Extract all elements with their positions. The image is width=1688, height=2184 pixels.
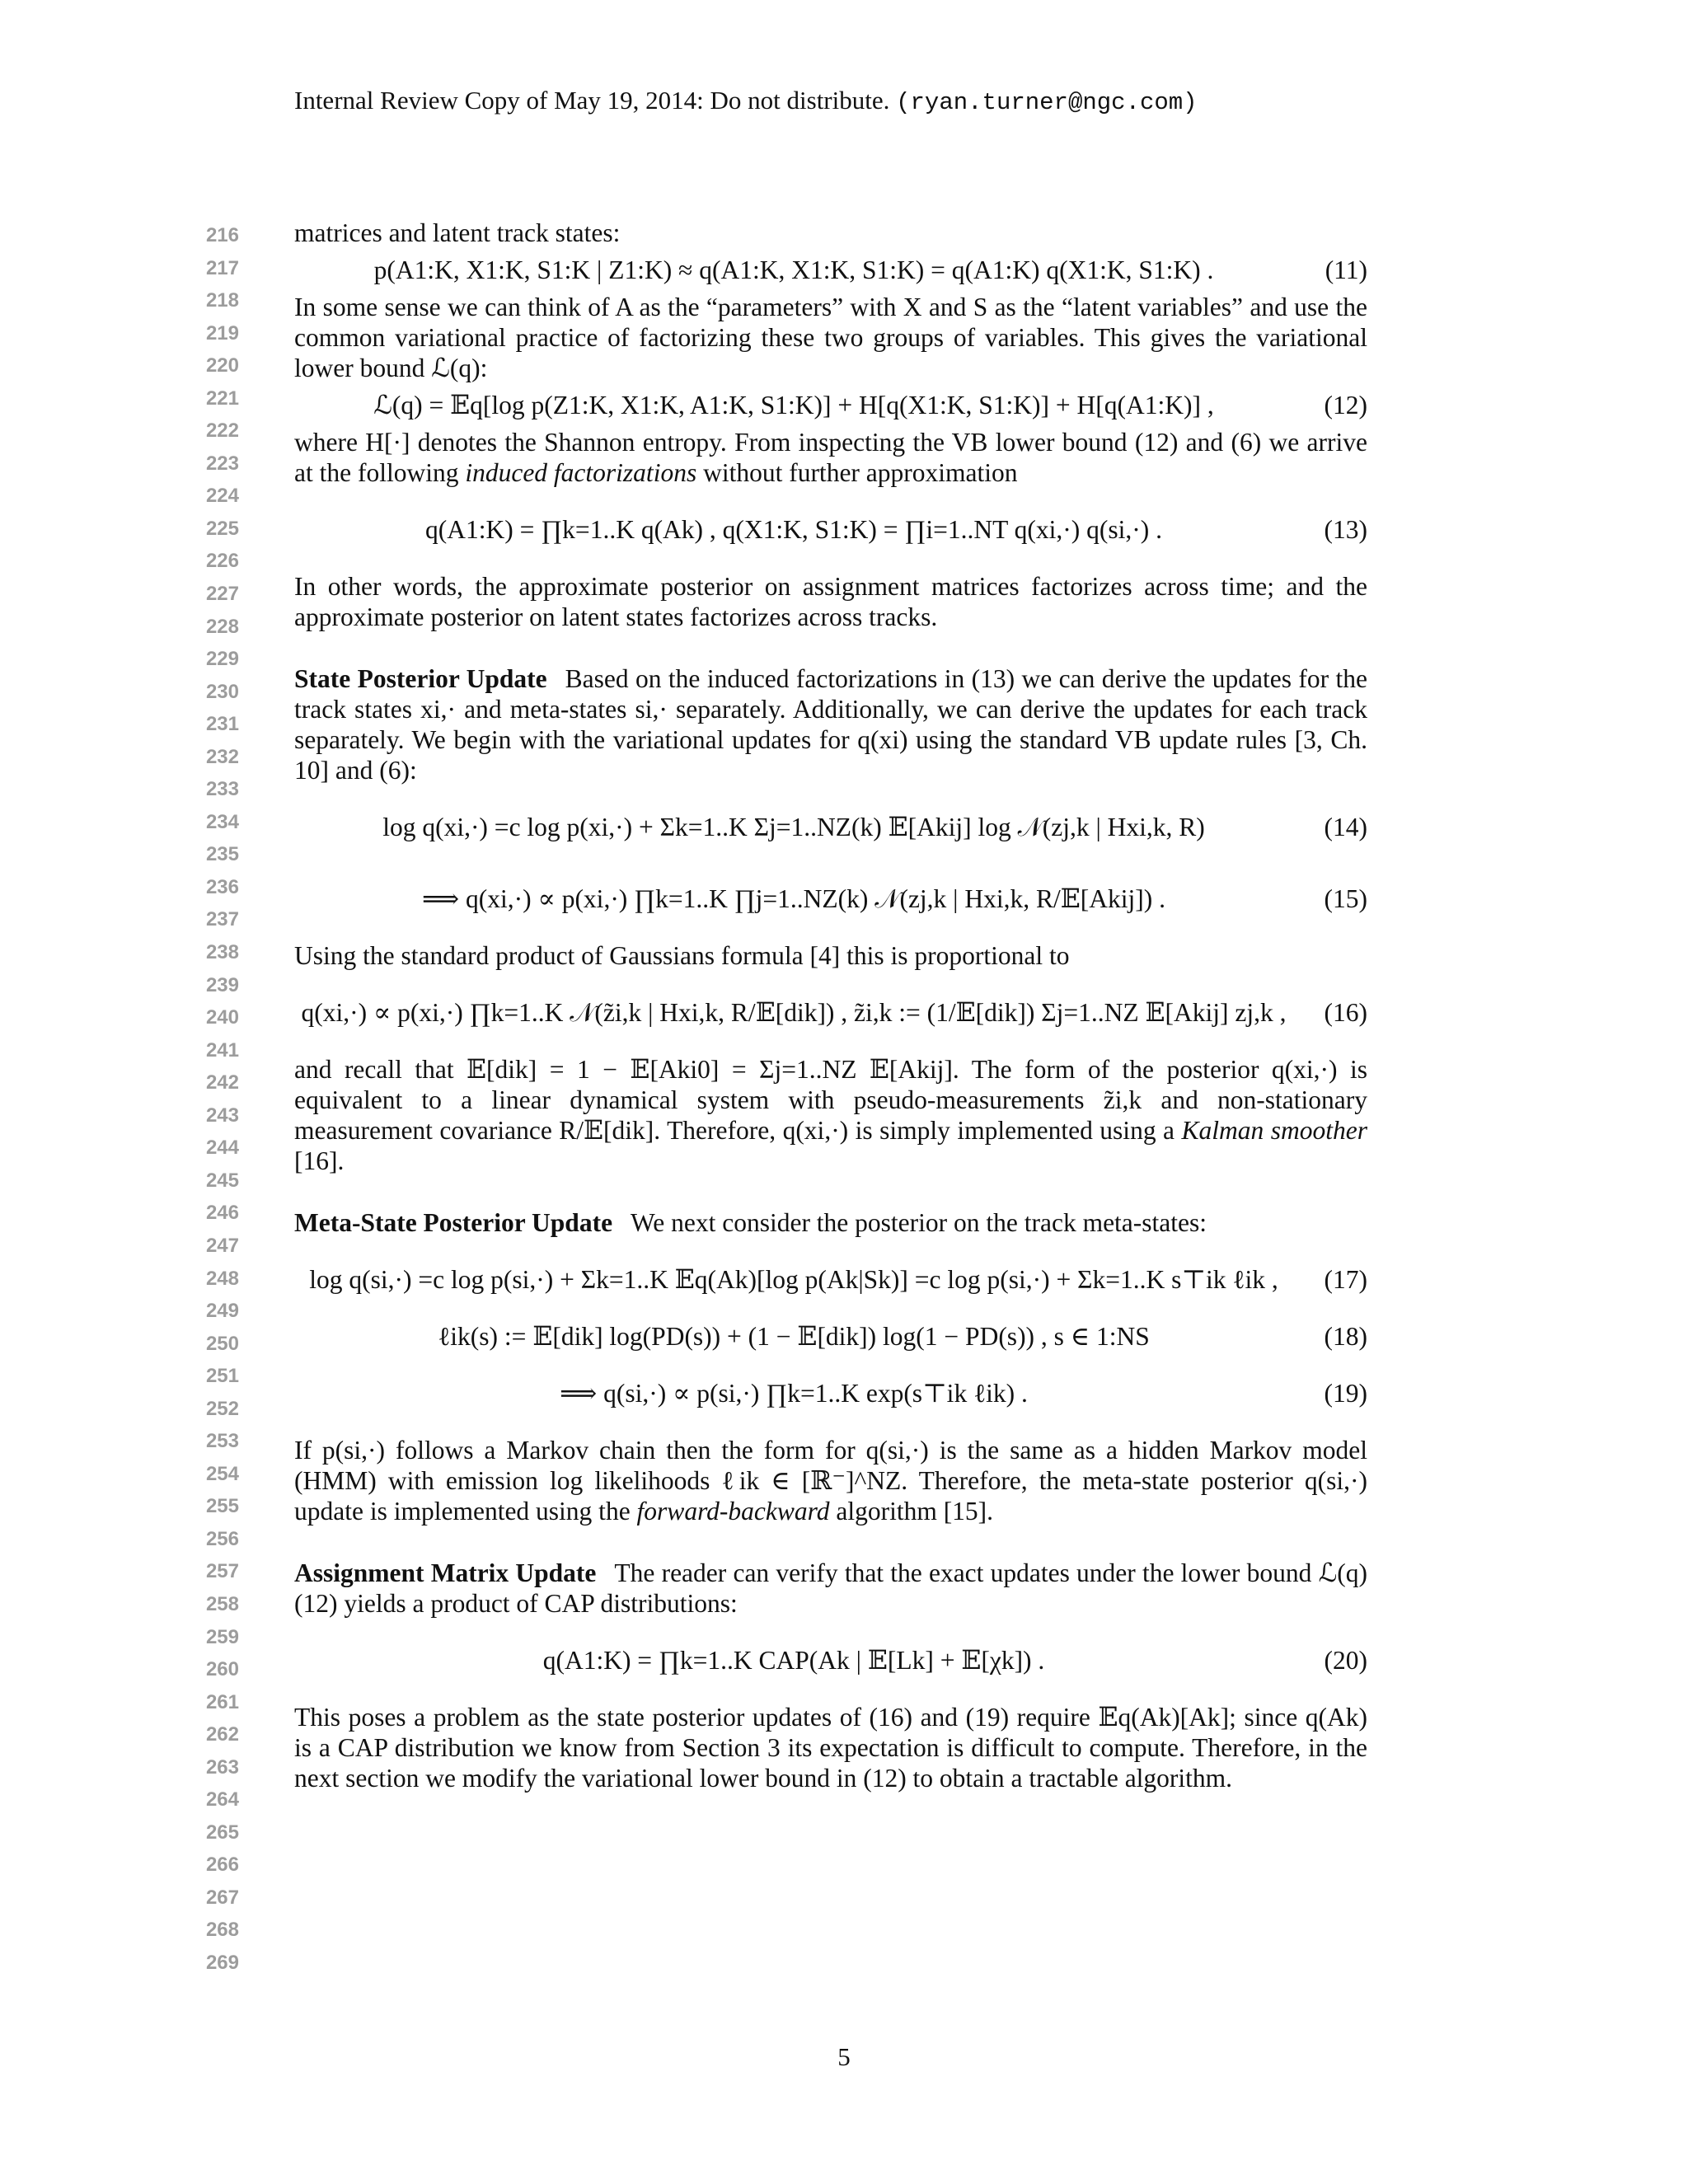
- text-run: We next consider the posterior on the track meta-states:: [631, 1208, 1207, 1237]
- equation-math: q(A1:K) = ∏k=1..K CAP(Ak | 𝔼[Lk] + 𝔼[χk]) .: [542, 1646, 1045, 1675]
- line-number: 264: [205, 1788, 239, 1811]
- line-number: 217: [205, 256, 239, 279]
- line-number: 227: [205, 583, 239, 606]
- equation-20: [294, 1630, 1367, 1690]
- paragraph: [294, 1435, 1367, 1526]
- page-number: 5: [837, 2042, 851, 2071]
- line-number: 265: [205, 1821, 239, 1844]
- line-number: 224: [205, 485, 239, 508]
- line-number: 235: [205, 843, 239, 866]
- line-number: 253: [205, 1430, 239, 1453]
- equation-number: (20): [1324, 1646, 1367, 1675]
- line-number: 236: [205, 875, 239, 898]
- text-run: where H[·] denotes the Shannon entropy. From inspecting the VB lower bound (12) and (6) we arrive at the following: [294, 428, 1367, 487]
- header-email: (ryan.turner@ngc.com): [896, 89, 1198, 116]
- line-number: 246: [205, 1202, 239, 1225]
- paragraph: In some sense we can think of A as the “parameters” with X and S as the “latent variables” and use the common variational practice of factorizing these two groups of variables. This gives the variational lower bound ℒ(q):: [294, 293, 1367, 382]
- line-number: 240: [205, 1006, 239, 1029]
- line-number: 249: [205, 1300, 239, 1323]
- equation-number: (14): [1324, 813, 1367, 841]
- line-number: 220: [205, 354, 239, 377]
- equation-math: log q(si,·) =c log p(si,·) + Σk=1..K 𝔼q(Ak)[log p(Ak|Sk)] =c log p(si,·) + Σk=1..K s⊤ik ℓik ,: [309, 1265, 1278, 1294]
- line-number: 263: [205, 1755, 239, 1779]
- line-number: 259: [205, 1625, 239, 1648]
- equation-16: [294, 982, 1367, 1043]
- line-number: 257: [205, 1560, 239, 1583]
- equation-math: ⟹ q(xi,·) ∝ p(xi,·) ∏k=1..K ∏j=1..NZ(k) 𝒩(zj,k | Hxi,k, R/𝔼[Akij]) .: [422, 884, 1165, 913]
- equation-12: [294, 390, 1367, 420]
- line-number: 256: [205, 1527, 239, 1550]
- paragraph: [294, 427, 1367, 488]
- text-run: and recall that 𝔼[dik] = 1 − 𝔼[Aki0] = Σj=1..NZ 𝔼[Akij]. The form of the posterior q(xi,·) is equivalent to a linear dynamical system with pseudo-measurements z̃i,k and non-stationary measurement covariance R/𝔼[dik]. Therefore, q(xi,·) is simply implemented using a: [294, 1055, 1367, 1145]
- line-number: 243: [205, 1104, 239, 1127]
- line-number: 267: [205, 1886, 239, 1909]
- line-number: 221: [205, 387, 239, 410]
- line-number: 226: [205, 550, 239, 573]
- equation-number: (18): [1324, 1322, 1367, 1351]
- section-heading: Assignment Matrix Update: [294, 1558, 597, 1587]
- equation-18: [294, 1321, 1367, 1352]
- equation-math: log q(xi,·) =c log p(xi,·) + Σk=1..K Σj=1..NZ(k) 𝔼[Akij] log 𝒩(zj,k | Hxi,k, R): [382, 813, 1205, 841]
- emphasis: forward-backward: [636, 1497, 830, 1526]
- line-number: 262: [205, 1723, 239, 1746]
- line-number: 252: [205, 1397, 239, 1420]
- line-numbers: [196, 219, 239, 1980]
- equation-math: ℓik(s) := 𝔼[dik] log(PD(s)) + (1 − 𝔼[dik]) log(1 − PD(s)) , s ∈ 1:NS: [438, 1322, 1150, 1351]
- equation-number: (11): [1325, 255, 1367, 284]
- paragraph: [294, 1054, 1367, 1176]
- equation-number: (13): [1324, 515, 1367, 544]
- paragraph: [294, 1558, 1367, 1619]
- line-number: 229: [205, 648, 239, 671]
- page-body: [294, 218, 1367, 1793]
- equation-math: q(xi,·) ∝ p(xi,·) ∏k=1..K 𝒩(z̃i,k | Hxi,k, R/𝔼[dik]) , z̃i,k := (1/𝔼[dik]) Σj=1..NZ 𝔼[Akij] zj,k ,: [301, 998, 1287, 1027]
- paragraph: In other words, the approximate posterior on assignment matrices factorizes across time; and the approximate posterior on latent states factorizes across tracks.: [294, 572, 1367, 631]
- line-number: 251: [205, 1365, 239, 1388]
- line-number: 247: [205, 1234, 239, 1257]
- text-run: algorithm [15].: [829, 1497, 994, 1526]
- equation-11: [294, 255, 1367, 285]
- line-number: 241: [205, 1038, 239, 1062]
- line-number: 266: [205, 1854, 239, 1877]
- line-number: 232: [205, 745, 239, 768]
- line-number: 219: [205, 321, 239, 344]
- line-number: 230: [205, 680, 239, 703]
- line-number: 250: [205, 1332, 239, 1355]
- line-number: 225: [205, 517, 239, 540]
- line-number: 218: [205, 289, 239, 312]
- text-run: without further approximation: [696, 458, 1018, 487]
- equation-14: [294, 797, 1367, 857]
- line-number: 261: [205, 1690, 239, 1713]
- line-number: 242: [205, 1071, 239, 1094]
- equation-19: [294, 1363, 1367, 1423]
- text-run: Based on the induced factorizations in (13) we can derive the updates for the track states xi,· and meta-states si,· separately. Additionally, we can derive the updates for each track separately. We begin with the variational updates for q(xi) using the standard VB update rules [3, Ch. 10] and (6):: [294, 664, 1367, 785]
- line-number: 216: [205, 224, 239, 246]
- text-run: [16].: [294, 1146, 345, 1175]
- section-heading: Meta-State Posterior Update: [294, 1208, 613, 1237]
- line-number: 245: [205, 1169, 239, 1192]
- equation-number: (12): [1324, 391, 1367, 419]
- line-number: 223: [205, 452, 239, 475]
- running-header: [294, 86, 1407, 118]
- line-number: 234: [205, 810, 239, 833]
- line-number: 237: [205, 908, 239, 931]
- equation-math: q(A1:K) = ∏k=1..K q(Ak) , q(X1:K, S1:K) = ∏i=1..NT q(xi,·) q(si,·) .: [425, 515, 1162, 544]
- equation-13: [294, 499, 1367, 560]
- header-text: Internal Review Copy of May 19, 2014: Do not distribute.: [294, 86, 890, 115]
- line-number: 244: [205, 1137, 239, 1160]
- emphasis: induced factorizations: [465, 458, 697, 487]
- paragraph: [294, 663, 1367, 785]
- paragraph: [294, 1207, 1367, 1238]
- equation-math: p(A1:K, X1:K, S1:K | Z1:K) ≈ q(A1:K, X1:K, S1:K) = q(A1:K) q(X1:K, S1:K) .: [373, 255, 1214, 284]
- line-number: 268: [205, 1919, 239, 1942]
- equation-number: (19): [1324, 1379, 1367, 1408]
- line-number: 238: [205, 941, 239, 964]
- line-number: 231: [205, 713, 239, 736]
- section-heading: State Posterior Update: [294, 664, 547, 693]
- line-number: 269: [205, 1951, 239, 1974]
- equation-math: ⟹ q(si,·) ∝ p(si,·) ∏k=1..K exp(s⊤ik ℓik) .: [560, 1379, 1028, 1408]
- equation-math: ℒ(q) = 𝔼q[log p(Z1:K, X1:K, A1:K, S1:K)] + H[q(X1:K, S1:K)] + H[q(A1:K)] ,: [373, 391, 1214, 419]
- line-number: 228: [205, 615, 239, 638]
- line-number: 255: [205, 1495, 239, 1518]
- line-number: 239: [205, 973, 239, 996]
- line-number: 260: [205, 1658, 239, 1681]
- text-run: If p(si,·) follows a Markov chain then the form for q(si,·) is the same as a hidden Markov model (HMM) with emission log likelihoods ℓik ∈ [ℝ⁻]^NZ. Therefore, the meta-state posterior q(si,·) update is implemented using the: [294, 1436, 1367, 1526]
- text-run: The reader can verify that the exact updates under the lower bound ℒ(q) (12) yields a product of CAP distributions:: [294, 1558, 1367, 1618]
- equation-15: [294, 869, 1367, 929]
- equation-number: (15): [1324, 884, 1367, 913]
- paragraph: Using the standard product of Gaussians formula [4] this is proportional to: [294, 941, 1070, 970]
- line-number: 233: [205, 778, 239, 801]
- line-number: 248: [205, 1267, 239, 1290]
- paragraph: This poses a problem as the state posterior updates of (16) and (19) require 𝔼q(Ak)[Ak]; since q(Ak) is a CAP distribution we know from Section 3 its expectation is difficult to compute. Therefore, in the next section we modify the variational lower bound in (12) to obtain a tractable algorithm.: [294, 1703, 1367, 1793]
- equation-number: (16): [1324, 998, 1367, 1027]
- line-number: 222: [205, 419, 239, 443]
- line-number: 254: [205, 1462, 239, 1485]
- equation-number: (17): [1324, 1265, 1367, 1294]
- paragraph: matrices and latent track states:: [294, 218, 621, 247]
- emphasis: Kalman smoother: [1181, 1116, 1367, 1145]
- line-number: 258: [205, 1592, 239, 1615]
- equation-17: [294, 1249, 1367, 1310]
